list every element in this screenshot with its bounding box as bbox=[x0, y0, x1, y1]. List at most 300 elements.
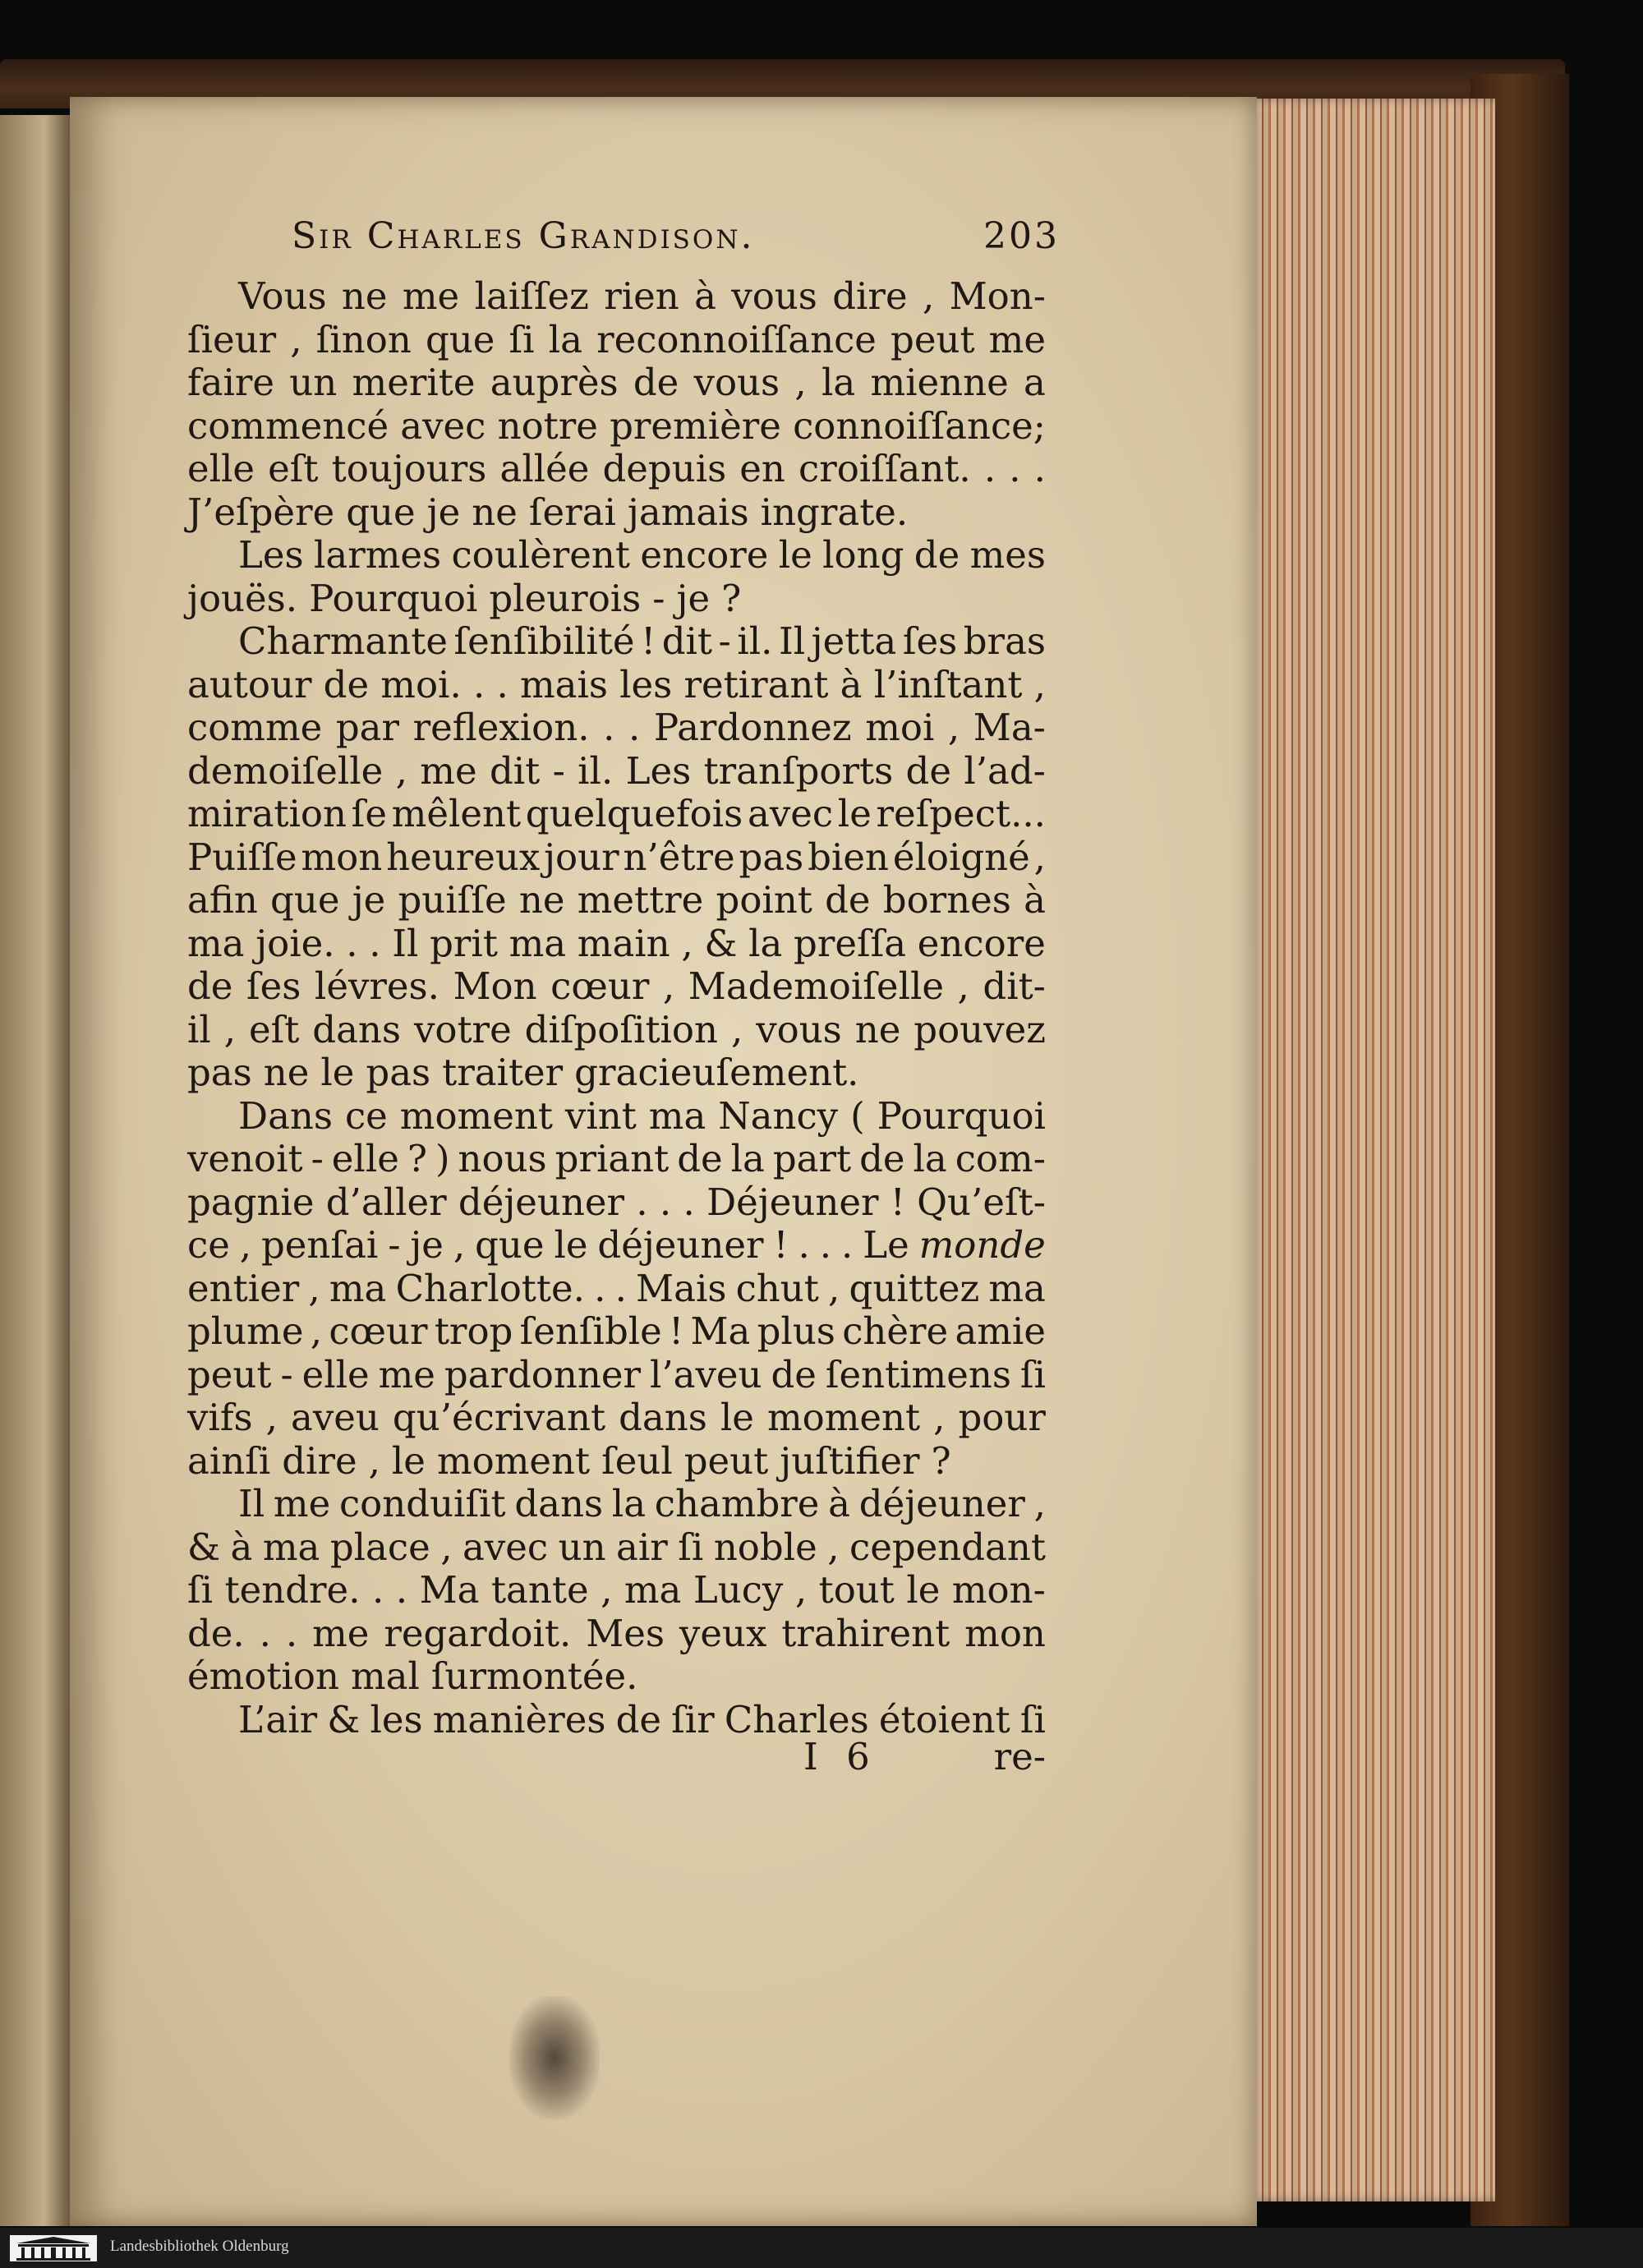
word: déjeuner bbox=[597, 1223, 764, 1267]
word: ingrate. bbox=[760, 490, 909, 534]
word: de bbox=[615, 1697, 662, 1741]
word: vous bbox=[731, 274, 817, 318]
word: pour bbox=[958, 1396, 1046, 1439]
word: ſes bbox=[246, 964, 301, 1008]
word: connoiſſance; bbox=[793, 403, 1046, 448]
text-line bbox=[187, 577, 1046, 621]
word: ! bbox=[641, 619, 656, 663]
word: notre bbox=[497, 403, 598, 448]
word: de bbox=[771, 1352, 817, 1396]
word: avec bbox=[463, 1525, 549, 1569]
word: quelquefois bbox=[525, 792, 743, 835]
word: déjeuner bbox=[858, 1482, 1025, 1525]
word: Charlotte. bbox=[395, 1266, 585, 1310]
word: - bbox=[718, 619, 731, 663]
word: afin bbox=[187, 878, 258, 922]
word: prit bbox=[430, 921, 498, 965]
text-line bbox=[187, 1310, 1046, 1354]
word: que bbox=[425, 317, 495, 361]
word: eſt bbox=[268, 447, 319, 490]
word: ſi bbox=[1019, 1352, 1046, 1396]
word: Charles bbox=[724, 1697, 869, 1741]
word: ma bbox=[624, 1568, 682, 1612]
text-line bbox=[187, 1354, 1046, 1397]
word: mêlent bbox=[391, 792, 522, 835]
word: Il bbox=[392, 921, 419, 965]
word: pagnie bbox=[187, 1180, 315, 1224]
word: l’inſtant bbox=[873, 662, 1023, 706]
word: reconnoiſſance bbox=[596, 317, 877, 361]
text-line bbox=[187, 319, 1046, 362]
text-line bbox=[187, 793, 1046, 836]
word: ainſi bbox=[187, 1438, 271, 1483]
word: le bbox=[837, 792, 872, 835]
word: encore bbox=[917, 921, 1046, 965]
word: à bbox=[694, 274, 716, 318]
word: n’être bbox=[623, 835, 735, 879]
word: noble bbox=[713, 1525, 817, 1569]
word: Nancy bbox=[718, 1093, 839, 1138]
word: . bbox=[285, 1611, 298, 1655]
word: mettre bbox=[577, 878, 704, 922]
word: vifs bbox=[187, 1396, 253, 1439]
word: éloigné bbox=[892, 835, 1030, 879]
text-line bbox=[187, 750, 1046, 794]
text-line bbox=[187, 836, 1046, 880]
word: le bbox=[720, 1396, 754, 1439]
word: , bbox=[730, 1007, 743, 1051]
word: me bbox=[273, 1482, 331, 1525]
word: le bbox=[554, 1223, 588, 1267]
word: cependant bbox=[849, 1525, 1046, 1569]
word: conduiſit bbox=[338, 1482, 506, 1525]
word: Qu’eſt- bbox=[917, 1180, 1046, 1224]
word: long bbox=[822, 533, 904, 577]
word: , bbox=[957, 964, 969, 1008]
word: , bbox=[947, 706, 960, 749]
word: - bbox=[388, 1223, 401, 1267]
word: Il bbox=[238, 1482, 265, 1525]
word: Le bbox=[863, 1223, 909, 1267]
word: que bbox=[346, 490, 416, 534]
text-line bbox=[187, 965, 1046, 1009]
word: il bbox=[187, 1007, 211, 1051]
word: votre bbox=[413, 1007, 512, 1051]
word: moment bbox=[766, 1396, 921, 1439]
word: de bbox=[633, 361, 679, 404]
word: mes bbox=[969, 533, 1046, 577]
word: la bbox=[821, 361, 856, 404]
text-line bbox=[187, 275, 1046, 319]
word: pardonner bbox=[444, 1352, 641, 1396]
word: dit- bbox=[983, 964, 1046, 1008]
word: entier bbox=[187, 1266, 300, 1310]
word: ma bbox=[648, 1093, 706, 1138]
word: les bbox=[619, 662, 673, 706]
word: heureux bbox=[386, 835, 541, 879]
word: regardoit. bbox=[384, 1611, 572, 1655]
page-block-edges bbox=[1249, 99, 1495, 2201]
word: ſi bbox=[187, 1568, 214, 1612]
word: point bbox=[716, 878, 812, 922]
word: je bbox=[410, 1223, 444, 1267]
word: manières bbox=[432, 1697, 606, 1741]
text-line bbox=[187, 1181, 1046, 1225]
word: ſentimens bbox=[825, 1352, 1011, 1396]
word: , bbox=[933, 1396, 946, 1439]
library-name: Landesbibliothek Oldenburg bbox=[110, 2238, 289, 2255]
word: - bbox=[280, 1352, 293, 1396]
word: ne bbox=[854, 1007, 901, 1051]
word: ſes bbox=[902, 619, 958, 663]
word: . bbox=[614, 1266, 627, 1310]
text-line bbox=[187, 1267, 1046, 1311]
word: trahirent bbox=[781, 1611, 950, 1655]
word: bras bbox=[963, 619, 1046, 663]
word: ſe bbox=[351, 792, 387, 835]
word: . bbox=[659, 1180, 672, 1224]
word: ſi bbox=[1019, 1697, 1046, 1741]
word: à bbox=[230, 1525, 253, 1569]
catchword: re- bbox=[993, 1735, 1046, 1778]
word: , bbox=[310, 1309, 323, 1353]
word: que bbox=[270, 878, 340, 922]
word: autour bbox=[187, 662, 312, 706]
word: me bbox=[378, 1352, 435, 1396]
word: ? bbox=[721, 576, 742, 620]
word: étoient bbox=[878, 1697, 1010, 1741]
word: ma bbox=[509, 921, 567, 965]
word: aveu bbox=[290, 1396, 380, 1439]
word: yeux bbox=[679, 1611, 767, 1655]
word: . bbox=[603, 706, 615, 749]
word: nous bbox=[458, 1137, 547, 1180]
word: , bbox=[368, 1438, 380, 1483]
word: cœur bbox=[329, 1309, 428, 1353]
word: moment bbox=[399, 1093, 553, 1138]
word: déjeuner bbox=[458, 1180, 625, 1224]
word: . bbox=[628, 706, 641, 749]
word: joie. bbox=[255, 921, 335, 965]
word: main bbox=[577, 921, 670, 965]
word: ſir bbox=[671, 1697, 715, 1741]
word: émotion bbox=[187, 1654, 339, 1698]
word: priant bbox=[555, 1137, 670, 1180]
word: plume bbox=[187, 1309, 304, 1353]
word: , bbox=[1033, 1482, 1046, 1525]
word: les bbox=[370, 1697, 423, 1741]
word: , bbox=[395, 748, 407, 793]
word: première bbox=[610, 403, 781, 448]
word: . bbox=[594, 1266, 606, 1310]
word: jetta bbox=[811, 619, 897, 663]
word: , bbox=[223, 1007, 237, 1051]
word: venoit bbox=[187, 1137, 303, 1180]
word: ma bbox=[329, 1266, 387, 1310]
word: ſi bbox=[509, 317, 535, 361]
text-line bbox=[187, 534, 1046, 577]
word: tranſports bbox=[703, 748, 894, 793]
running-title: Sir Charles Grandison. bbox=[292, 215, 755, 257]
word: un bbox=[558, 1525, 606, 1569]
word: reſpect... bbox=[876, 792, 1046, 835]
word: a bbox=[1024, 361, 1046, 404]
word: quittez bbox=[849, 1266, 980, 1310]
word: ! bbox=[773, 1223, 789, 1267]
text-line bbox=[187, 1569, 1046, 1612]
library-building-icon bbox=[8, 2232, 99, 2263]
text-line bbox=[187, 1655, 1046, 1699]
word: Il bbox=[778, 619, 806, 663]
word: tante bbox=[490, 1568, 589, 1612]
word: . bbox=[983, 447, 996, 490]
word: peut bbox=[891, 317, 975, 361]
text-line bbox=[187, 1224, 1046, 1267]
word: rien bbox=[604, 274, 679, 318]
word: traiter bbox=[442, 1051, 564, 1094]
word: en bbox=[739, 447, 785, 490]
word: , bbox=[1033, 835, 1046, 879]
signature-mark: I 6 bbox=[803, 1735, 878, 1778]
word: la bbox=[548, 317, 582, 361]
word: un bbox=[289, 361, 338, 404]
page-footer bbox=[187, 1735, 1046, 1778]
word: elle bbox=[331, 1137, 399, 1180]
word: la bbox=[611, 1482, 647, 1525]
word: dans bbox=[312, 1007, 402, 1051]
text-line bbox=[187, 1138, 1046, 1181]
word: . bbox=[798, 1223, 810, 1267]
word: moi bbox=[865, 706, 935, 749]
facing-page-edge bbox=[0, 115, 74, 2226]
word: ce bbox=[187, 1223, 230, 1267]
word: Ma bbox=[419, 1568, 480, 1612]
word: penſai bbox=[261, 1223, 379, 1267]
word: pas bbox=[739, 835, 804, 879]
word: dans bbox=[619, 1396, 707, 1439]
text-line bbox=[187, 620, 1046, 664]
word: dire bbox=[282, 1438, 357, 1483]
word: Vous bbox=[238, 274, 327, 318]
word: juſtifier bbox=[780, 1438, 920, 1483]
text-line bbox=[187, 1483, 1046, 1526]
word: air bbox=[616, 1525, 668, 1569]
word: . bbox=[1033, 447, 1046, 490]
text-line bbox=[187, 1440, 1046, 1484]
word: mienne bbox=[870, 361, 1009, 404]
word: merite bbox=[352, 361, 476, 404]
word: demoiſelle bbox=[187, 748, 384, 793]
word: pouvez bbox=[914, 1007, 1046, 1051]
word: , bbox=[1033, 662, 1046, 706]
word: ne bbox=[263, 1051, 310, 1094]
word: com- bbox=[955, 1137, 1046, 1180]
word: , bbox=[265, 1396, 278, 1439]
word: chère bbox=[842, 1309, 949, 1353]
word: , bbox=[662, 964, 675, 1008]
word: comme bbox=[187, 706, 323, 749]
word: vous bbox=[756, 1007, 842, 1051]
word: , bbox=[922, 274, 935, 318]
text-line bbox=[187, 1095, 1046, 1139]
word: depuis bbox=[602, 447, 727, 490]
word: ? bbox=[407, 1137, 427, 1180]
word: Déjeuner bbox=[706, 1180, 879, 1224]
text-line bbox=[187, 664, 1046, 707]
word: . bbox=[496, 662, 509, 706]
word: chambre bbox=[654, 1482, 820, 1525]
word: , bbox=[440, 1525, 453, 1569]
word: Mon- bbox=[949, 274, 1046, 318]
word: de bbox=[859, 1137, 905, 1180]
word: il. bbox=[578, 748, 614, 793]
word: . bbox=[369, 921, 381, 965]
text-line bbox=[187, 879, 1046, 922]
word: jouës. bbox=[187, 576, 298, 620]
word: , bbox=[794, 361, 807, 404]
word: le bbox=[320, 1051, 355, 1094]
word: retirant bbox=[683, 662, 829, 706]
text-line bbox=[187, 448, 1046, 491]
word: avec bbox=[400, 403, 486, 448]
word: pas bbox=[187, 1051, 252, 1094]
word: la bbox=[913, 1137, 947, 1180]
text-line bbox=[187, 361, 1046, 405]
text-line bbox=[187, 491, 1046, 535]
word: tendre. bbox=[224, 1568, 361, 1612]
word: Mes bbox=[586, 1611, 665, 1655]
word: mon bbox=[964, 1611, 1046, 1655]
word: encore bbox=[640, 533, 769, 577]
word: je bbox=[426, 490, 461, 534]
word: & bbox=[327, 1697, 361, 1741]
word: à bbox=[1024, 878, 1046, 922]
word: ſinon bbox=[315, 317, 412, 361]
word: ( bbox=[850, 1093, 865, 1138]
word: lévres. bbox=[314, 964, 440, 1008]
word: ) bbox=[435, 1137, 450, 1180]
body-text bbox=[187, 275, 1046, 1741]
word: . bbox=[683, 1180, 695, 1224]
word: l’aveu bbox=[649, 1352, 762, 1396]
word: J’eſpère bbox=[187, 490, 335, 534]
word: diſpoſition bbox=[524, 1007, 718, 1051]
word: , bbox=[794, 1568, 808, 1612]
word: ſeul bbox=[601, 1438, 673, 1483]
word: de bbox=[825, 878, 871, 922]
text-line bbox=[187, 405, 1046, 449]
word: de bbox=[905, 748, 951, 793]
word: pas bbox=[366, 1051, 431, 1094]
word: ſi bbox=[678, 1525, 704, 1569]
word: dit bbox=[661, 619, 712, 663]
word: . bbox=[259, 1611, 271, 1655]
word: coulèrent bbox=[451, 533, 630, 577]
word: le bbox=[778, 533, 812, 577]
word: moi. bbox=[380, 662, 462, 706]
word: Les bbox=[238, 533, 304, 577]
word: ma bbox=[262, 1525, 320, 1569]
word: L’air bbox=[238, 1697, 318, 1741]
word: allée bbox=[499, 447, 590, 490]
word: vous bbox=[693, 361, 780, 404]
word: croiſſant. bbox=[798, 447, 971, 490]
word: que bbox=[475, 1223, 545, 1267]
word: d’aller bbox=[325, 1180, 447, 1224]
word: ne bbox=[472, 490, 518, 534]
word: le bbox=[906, 1568, 941, 1612]
word: le bbox=[391, 1438, 426, 1483]
word: . bbox=[1009, 447, 1021, 490]
word: mon bbox=[301, 835, 383, 879]
word: , bbox=[681, 921, 693, 965]
ink-smudge bbox=[509, 1996, 600, 2119]
word: Mon bbox=[453, 964, 537, 1008]
word: ? bbox=[931, 1438, 951, 1483]
text-line bbox=[187, 1009, 1046, 1052]
word: laiſſez bbox=[474, 274, 589, 318]
word: l’ad- bbox=[964, 748, 1046, 793]
word: de bbox=[187, 964, 233, 1008]
word: bornes bbox=[882, 878, 1011, 922]
word: , bbox=[828, 1266, 840, 1310]
word: ! bbox=[669, 1309, 684, 1353]
word: Puiſſe bbox=[187, 835, 297, 879]
word: je bbox=[676, 576, 711, 620]
word: la bbox=[730, 1137, 765, 1180]
word: . bbox=[472, 662, 486, 706]
word: toujours bbox=[331, 447, 487, 490]
word: faire bbox=[187, 361, 275, 404]
word: ce bbox=[344, 1093, 388, 1138]
word: Ma bbox=[690, 1309, 751, 1353]
word: ! bbox=[890, 1180, 905, 1224]
word: commencé bbox=[187, 403, 389, 448]
word: peut bbox=[187, 1352, 272, 1396]
word: . bbox=[636, 1180, 648, 1224]
word: il. bbox=[737, 619, 773, 663]
word: mon- bbox=[951, 1568, 1046, 1612]
word: me bbox=[988, 317, 1046, 361]
word: & bbox=[704, 921, 738, 965]
word: Lucy bbox=[693, 1568, 784, 1612]
word: ſenſibilité bbox=[453, 619, 635, 663]
word: mais bbox=[519, 662, 608, 706]
word: mal bbox=[350, 1654, 420, 1698]
word: Mais bbox=[636, 1266, 727, 1310]
word: monde bbox=[918, 1223, 1046, 1267]
word: gracieuſement. bbox=[574, 1051, 859, 1094]
word: qu’écrivant bbox=[392, 1396, 606, 1439]
word: Mademoiſelle bbox=[688, 964, 944, 1008]
word: ſerai bbox=[528, 490, 616, 534]
word: ſieur bbox=[187, 317, 277, 361]
word: de. bbox=[187, 1611, 245, 1655]
word: , bbox=[308, 1266, 320, 1310]
word: Charmante bbox=[238, 619, 448, 663]
word: chut bbox=[735, 1266, 819, 1310]
word: ne bbox=[341, 274, 388, 318]
text-line bbox=[187, 1051, 1046, 1095]
word: peut bbox=[683, 1438, 769, 1483]
word: , bbox=[239, 1223, 252, 1267]
word: de bbox=[323, 662, 370, 706]
word: eſt bbox=[248, 1007, 300, 1051]
word: me bbox=[402, 274, 460, 318]
word: avec bbox=[747, 792, 834, 835]
word: plus bbox=[757, 1309, 835, 1353]
word: - bbox=[652, 576, 665, 620]
